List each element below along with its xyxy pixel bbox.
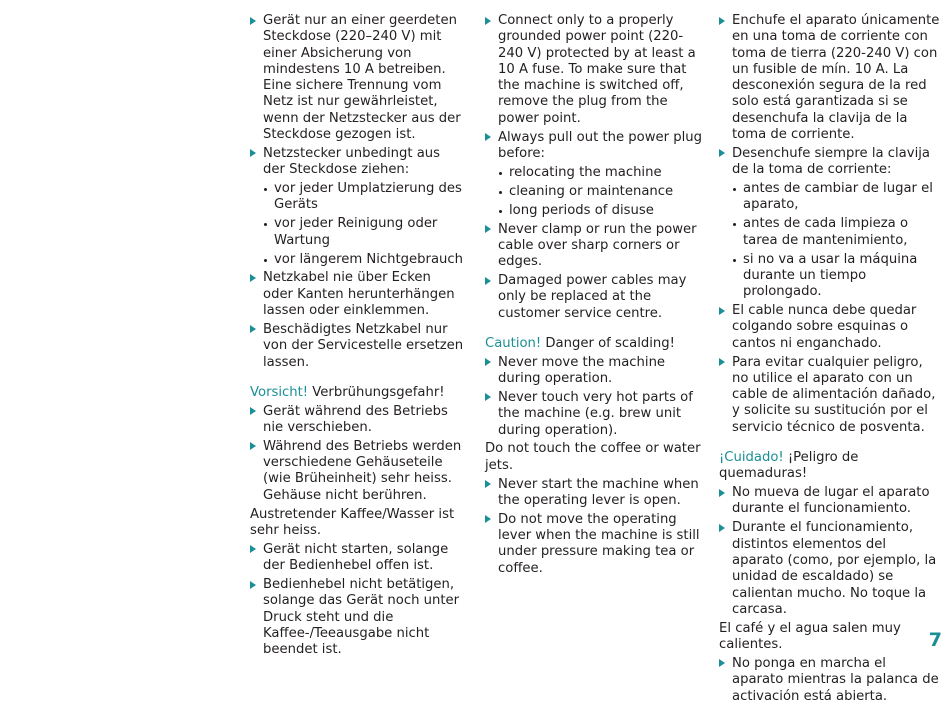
warning-label: Vorsicht! xyxy=(250,384,309,400)
bullet-item: Beschädigtes Netzkabel nur von der Servicestelle ersetzen lassen. xyxy=(250,322,465,371)
bullet-item: Gerät nur an einer geerdeten Steckdose (220–240 V) mit einer Absicherung von mindestens 10 A betreiben. Eine sichere Trennung vom Netz ist nur gewährleistet, wenn der Netzstecker aus der Steckdose gezogen ist. xyxy=(250,13,465,143)
column-english xyxy=(485,13,705,580)
warning-text: ¡Peligro de quemaduras! xyxy=(719,449,859,482)
sub-bullet-item: relocating the machine xyxy=(485,165,705,181)
bullet-item: Enchufe el aparato únicamente en una toma de corriente con toma de tierra (220-240 V) con un fusible de mín. 10 A. La desconexión segura de la red solo está garantizada si se desenchufa la clavija de la toma de corriente. xyxy=(719,13,941,143)
note-text: El café y el agua salen muy calientes. xyxy=(719,620,901,653)
sub-bullet-item: cleaning or maintenance xyxy=(485,184,705,200)
warning-text: Verbrühungsgefahr! xyxy=(308,384,445,400)
bullet-item: Do not move the operating lever when the machine is still under pressure making tea or coffee. xyxy=(485,512,705,577)
bullet-item: Während des Betriebs werden verschiedene Gehäuseteile (wie Brüheinheit) sehr heiss. Gehäuse nicht berühren. xyxy=(250,439,465,504)
warning-heading xyxy=(485,336,705,352)
sub-bullet-item: long periods of disuse xyxy=(485,203,705,219)
sub-bullet-item: vor jeder Reinigung oder Wartung xyxy=(250,216,465,249)
sub-bullet-item: vor jeder Umplatzierung des Geräts xyxy=(250,181,465,214)
warning-label: Caution! xyxy=(485,335,542,351)
bullet-item: El cable nunca debe quedar colgando sobre esquinas o cantos ni enganchado. xyxy=(719,303,941,352)
note-text: Do not touch the coffee or water jets. xyxy=(485,441,701,473)
bullet-item: Desenchufe siempre la clavija de la toma de corriente: xyxy=(719,146,941,179)
bullet-item: No mueva de lugar el aparato durante el funcionamiento. xyxy=(719,485,941,518)
bullet-item: Netzkabel nie über Ecken oder Kanten herunterhängen lassen oder einklemmen. xyxy=(250,270,465,319)
column-spanish xyxy=(719,13,941,707)
bullet-item: Para evitar cualquier peligro, no utilice el aparato con un cable de alimentación dañado, y solicite su sustitución por el servicio técnico de posventa. xyxy=(719,355,941,436)
bullet-item: Always pull out the power plug before: xyxy=(485,130,705,163)
bullet-item: Gerät nicht starten, solange der Bedienhebel offen ist. xyxy=(250,542,465,575)
note-text: Austretender Kaffee/Wasser ist sehr heiss. xyxy=(250,506,455,538)
page-number: 7 xyxy=(928,629,942,651)
bullet-item: Damaged power cables may only be replaced at the customer service centre. xyxy=(485,273,705,322)
bullet-item: Never touch very hot parts of the machine (e.g. brew unit during operation). xyxy=(485,390,705,439)
bullet-item: Bedienhebel nicht betätigen, solange das Gerät noch unter Druck steht und die Kaffee-/Teeausgabe nicht beendet ist. xyxy=(250,577,465,658)
bullet-item: Durante el funcionamiento, distintos elementos del aparato (como, por ejemplo, la unidad de escaldado) se calientan mucho. No toque la carcasa. xyxy=(719,520,941,618)
bullet-item: Gerät während des Betriebs nie verschieben. xyxy=(250,404,465,437)
bullet-item: Connect only to a properly grounded power point (220-240 V) protected by at least a 10 A fuse. To make sure that the machine is switched off, remove the plug from the power point. xyxy=(485,13,705,127)
column-german xyxy=(250,13,465,661)
warning-label: ¡Cuidado! xyxy=(719,449,784,465)
sub-bullet-item: vor längerem Nichtgebrauch xyxy=(250,252,465,268)
bullet-item: Never move the machine during operation. xyxy=(485,355,705,388)
sub-bullet-item: antes de cambiar de lugar el aparato, xyxy=(719,181,941,214)
warning-text: Danger of scalding! xyxy=(541,335,675,351)
bullet-item: Netzstecker unbedingt aus der Steckdose ziehen: xyxy=(250,146,465,179)
bullet-item: Never clamp or run the power cable over sharp corners or edges. xyxy=(485,222,705,271)
bullet-item: Never start the machine when the operating lever is open. xyxy=(485,477,705,510)
bullet-item: No ponga en marcha el aparato mientras la palanca de activación está abierta. xyxy=(719,656,941,705)
sub-bullet-item: si no va a usar la máquina durante un tiempo prolongado. xyxy=(719,252,941,301)
warning-heading xyxy=(250,385,465,401)
warning-heading xyxy=(719,450,941,483)
sub-bullet-item: antes de cada limpieza o tarea de mantenimiento, xyxy=(719,216,941,249)
